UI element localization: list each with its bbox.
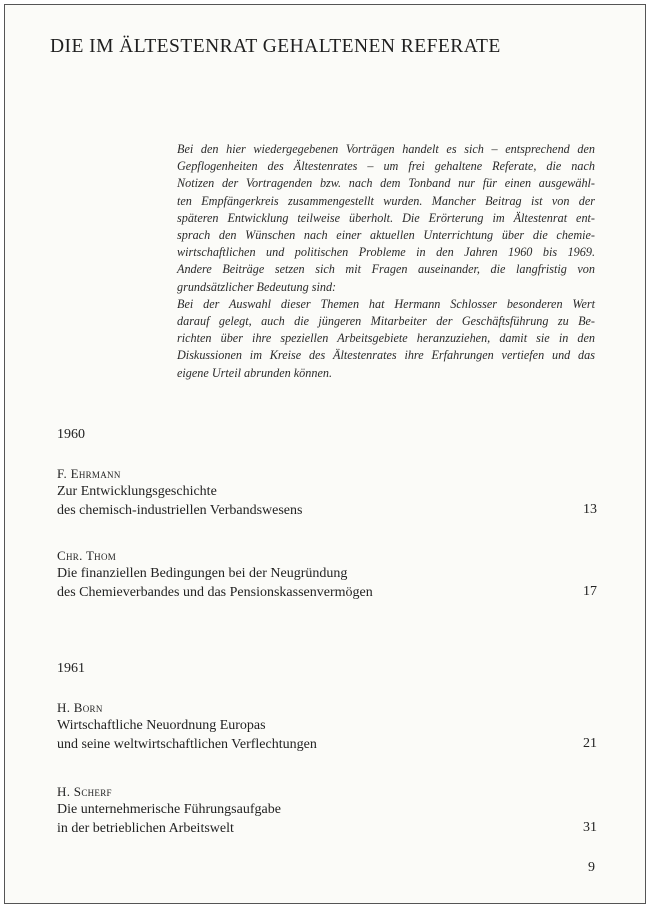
entry-author: H. Born: [57, 700, 103, 715]
intro-line: späteren Entwicklung teilweise überholt. Die Erörterung im Ältestenrat ent-: [177, 210, 595, 225]
intro-line: wirtschaftlichen und politischen Probleme in den Jahren 1960 bis 1969.: [177, 245, 595, 260]
entry-page-number: 17: [583, 584, 597, 599]
entry-title-line: in der betrieblichen Arbeitswelt: [57, 820, 234, 836]
toc-entry[interactable]: [57, 699, 597, 754]
entry-author: F. Ehrmann: [57, 466, 121, 481]
intro-line: Diskussionen im Kreise des Ältestenrates ihre Erfahrungen vertiefen und das: [177, 348, 595, 363]
intro-line: darauf gelegt, auch die jüngeren Mitarbeiter der Geschäftsführung zu Be-: [177, 314, 595, 329]
toc-entry[interactable]: [57, 783, 597, 838]
entry-page-number: 21: [583, 736, 597, 751]
entry-title-line: Wirtschaftliche Neuordnung Europas: [57, 718, 266, 733]
entry-page-number: 31: [583, 820, 597, 835]
intro-line: Gepflogenheiten des Ältestenrates – um frei gehaltene Referate, die nach: [177, 159, 595, 174]
entry-title-line: Die unternehmerische Führungsaufgabe: [57, 802, 281, 817]
intro-line: Bei der Auswahl dieser Themen hat Hermann Schlosser besonderen Wert: [177, 296, 595, 311]
intro-paragraph: [177, 141, 595, 382]
toc-entry[interactable]: [57, 547, 597, 602]
intro-line: eigene Urteil abrunden können.: [177, 365, 333, 380]
intro-line: ten Empfängerkreis zusammengestellt wurden. Mancher Beitrag ist von der: [177, 193, 595, 208]
page-folio: 9: [588, 860, 595, 875]
entry-title-line: Die finanziellen Bedingungen bei der Neugründung: [57, 566, 348, 581]
intro-line: sprach den Wünschen nach einer aktuellen Unterrichtung über die chemie-: [177, 228, 595, 243]
intro-line: Andere Beiträge setzen sich mit Fragen auseinander, die langfristig von: [177, 262, 595, 277]
intro-line: Notizen der Vortragenden bzw. nach dem Tonband nur für einen ausgewähl-: [177, 176, 595, 191]
entry-author: H. Scherf: [57, 784, 112, 799]
section-year: 1960: [57, 427, 85, 442]
toc-entry[interactable]: [57, 465, 597, 520]
intro-line: Bei den hier wiedergegebenen Vorträgen handelt es sich – entsprechend den: [177, 142, 595, 156]
page-heading: DIE IM ÄLTESTENRAT GEHALTENEN REFERATE: [50, 36, 501, 57]
entry-page-number: 13: [583, 502, 597, 517]
book-page: [4, 4, 646, 904]
section-year: 1961: [57, 661, 85, 676]
entry-title-line: des chemisch-industriellen Verbandswesens: [57, 502, 303, 518]
entry-title-line: und seine weltwirtschaftlichen Verflechtungen: [57, 736, 317, 752]
intro-line: grundsätzlicher Bedeutung sind:: [177, 279, 337, 294]
entry-author: Chr. Thom: [57, 548, 117, 563]
entry-title-line: des Chemieverbandes und das Pensionskassenvermögen: [57, 584, 373, 600]
entry-title-line: Zur Entwicklungsgeschichte: [57, 484, 217, 499]
intro-line: richten über ihre speziellen Arbeitsgebiete heranzuziehen, damit sie in den: [177, 331, 595, 346]
